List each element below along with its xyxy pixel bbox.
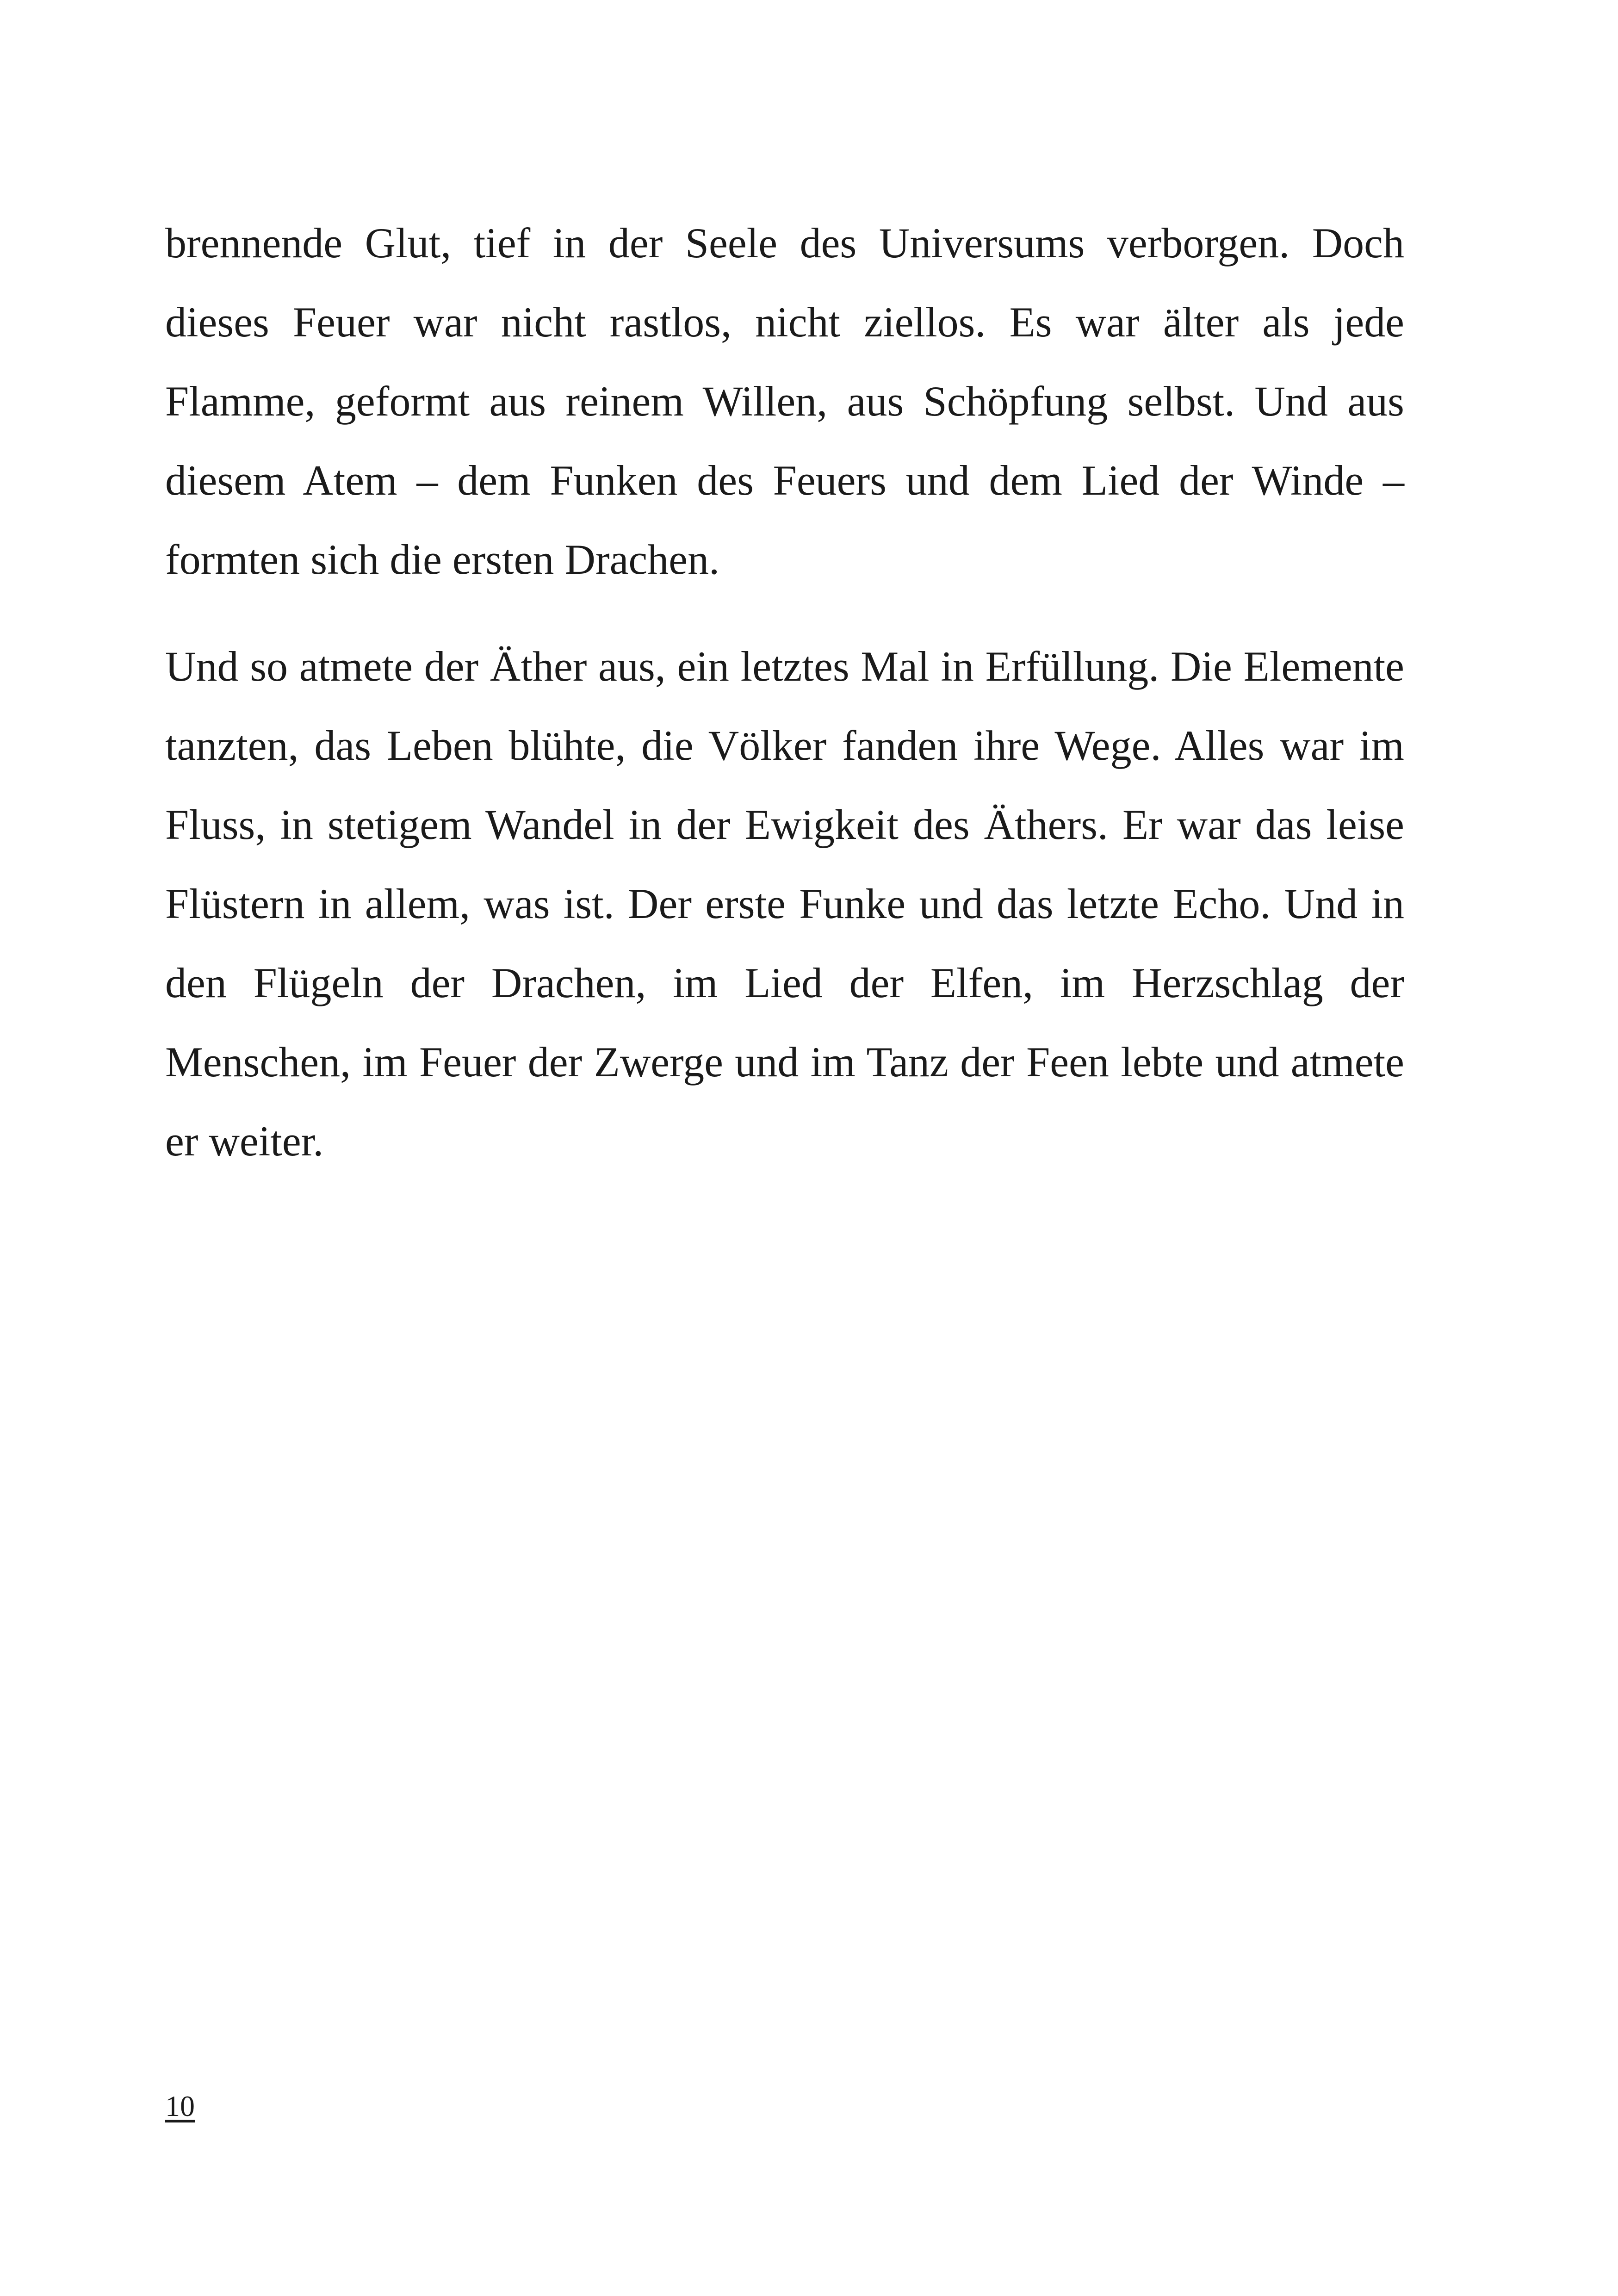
- paragraph-1: brennende Glut, tief in der Seele des Universums verborgen. Doch dieses Feuer war nicht rastlos, nicht ziellos. Es war älter als jede Flamme, geformt aus reinem Willen, aus Schöpfung selbst. Und aus diesem Atem – dem Funken des Feuers und dem Lied der Winde – formten sich die ersten Drachen.: [165, 219, 1404, 583]
- page-number: 10: [165, 2090, 195, 2122]
- paragraph-2: Und so atmete der Äther aus, ein letztes Mal in Erfüllung. Die Elemente tanzten, das Leben blühte, die Völker fanden ihre Wege. Alles war im Fluss, in stetigem Wandel in der Ewigkeit des Äthers. Er war das leise Flüstern in allem, was ist. Der erste Funke und das letzte Echo. Und in den Flügeln der Drachen, im Lied der Elfen, im Herzschlag der Menschen, im Feuer der Zwerge und im Tanz der Feen lebte und atmete er weiter.: [165, 643, 1404, 1165]
- body-text: [165, 204, 1404, 1181]
